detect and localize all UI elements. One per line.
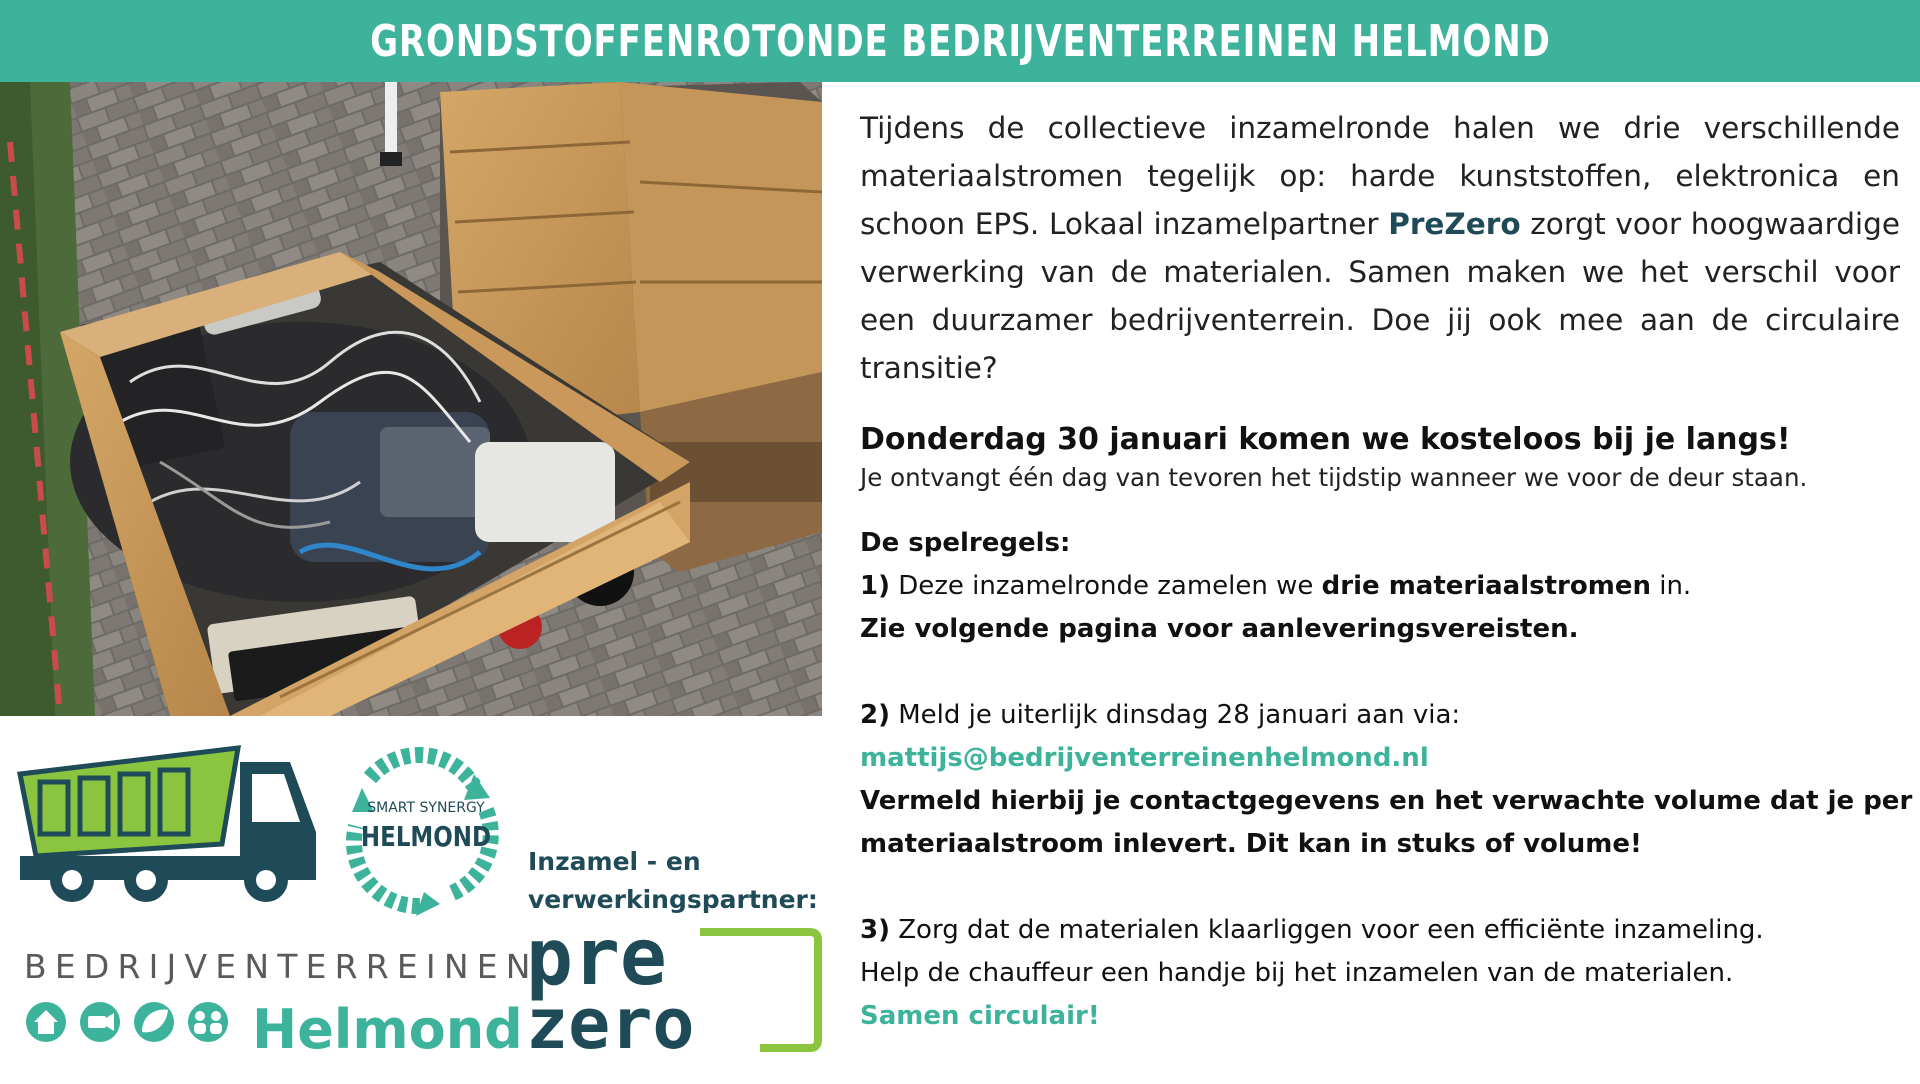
rule-2-note-line-1: Vermeld hierbij je contactgegevens en het verwachte volume dat je per — [860, 786, 1913, 816]
logos-area — [0, 716, 822, 1080]
intro-text-continued: zorgt voor hoogwaardige verwerking van de materialen. Samen maken we het verschil voor een duurzamer bedrijventerrein. Doe jij ook mee aan de circulaire transitie? — [860, 207, 1900, 385]
info-column — [860, 104, 1913, 1038]
contact-email-link[interactable]: mattijs@bedrijventerreinenhelmond.nl — [860, 743, 1429, 773]
truck-logo — [20, 748, 316, 902]
time-notice: Je ontvangt één dag van tevoren het tijdstip wanneer we voor de deur staan. — [860, 463, 1808, 492]
spacer — [860, 651, 1900, 694]
prezero-logo-bottom: zero — [526, 983, 695, 1065]
prezero-logo-top: pre — [526, 913, 667, 1003]
rules-section — [860, 522, 1913, 1038]
prezero-brand-name: PreZero — [1388, 207, 1521, 241]
photo-collection-crates — [0, 82, 822, 716]
rule-1-note: Zie volgende pagina voor aanleveringsvereisten. — [860, 614, 1579, 644]
prezero-logo — [526, 913, 818, 1065]
crate-photo-illustration — [0, 82, 822, 716]
partner-label-line-2: verwerkingspartner: — [528, 885, 818, 914]
intro-paragraph — [860, 104, 1900, 392]
smart-synergy-logo — [352, 755, 491, 916]
spacer — [860, 866, 1900, 909]
partner-label-line-1: Inzamel - en — [528, 847, 701, 876]
logos-svg — [0, 716, 822, 1080]
people-icon — [188, 1002, 228, 1042]
org-name-bottom: Helmond — [252, 998, 523, 1061]
rule-1-text-end: in. — [1650, 571, 1692, 601]
rule-3-text: Zorg dat de materialen klaarliggen voor een efficiënte inzameling. — [889, 915, 1764, 945]
rule-1-number: 1) — [860, 571, 890, 601]
smart-synergy-bottom-text: HELMOND — [360, 820, 492, 854]
header-banner — [0, 0, 1920, 82]
org-name-top: BEDRIJVENTERREINEN — [24, 947, 539, 986]
rule-3 — [860, 909, 1900, 952]
closing-slogan: Samen circulair! — [860, 1001, 1100, 1031]
rule-1-text: Deze inzamelronde zamelen we — [889, 571, 1322, 601]
rule-2 — [860, 694, 1900, 737]
smart-synergy-top-text: SMART SYNERGY — [367, 800, 485, 816]
rule-3-line-2: Help de chauffeur een handje bij het inzamelen van de materialen. — [860, 958, 1734, 988]
rule-1 — [860, 565, 1900, 608]
page-title: GRONDSTOFFENROTONDE BEDRIJVENTERREINEN HELMOND — [369, 15, 1551, 67]
rule-2-note-line-2: materiaalstroom inlevert. Dit kan in stuks of volume! — [860, 829, 1642, 859]
rule-3-number: 3) — [860, 915, 890, 945]
rules-title: De spelregels: — [860, 528, 1071, 558]
intro-text: Tijdens de collectieve inzamelronde halen we drie verschillende materiaalstromen tegelijk op: harde kunststoffen, elektronica en schoon EPS. Lokaal inzamelpartner — [860, 111, 1900, 241]
category-icons — [26, 1002, 228, 1042]
rule-1-bold: drie materiaalstromen — [1321, 571, 1651, 601]
collection-date-headline: Donderdag 30 januari komen we kosteloos bij je langs! — [860, 422, 1791, 457]
rule-2-text: Meld je uiterlijk dinsdag 28 januari aan via: — [889, 700, 1461, 730]
rule-2-number: 2) — [860, 700, 890, 730]
